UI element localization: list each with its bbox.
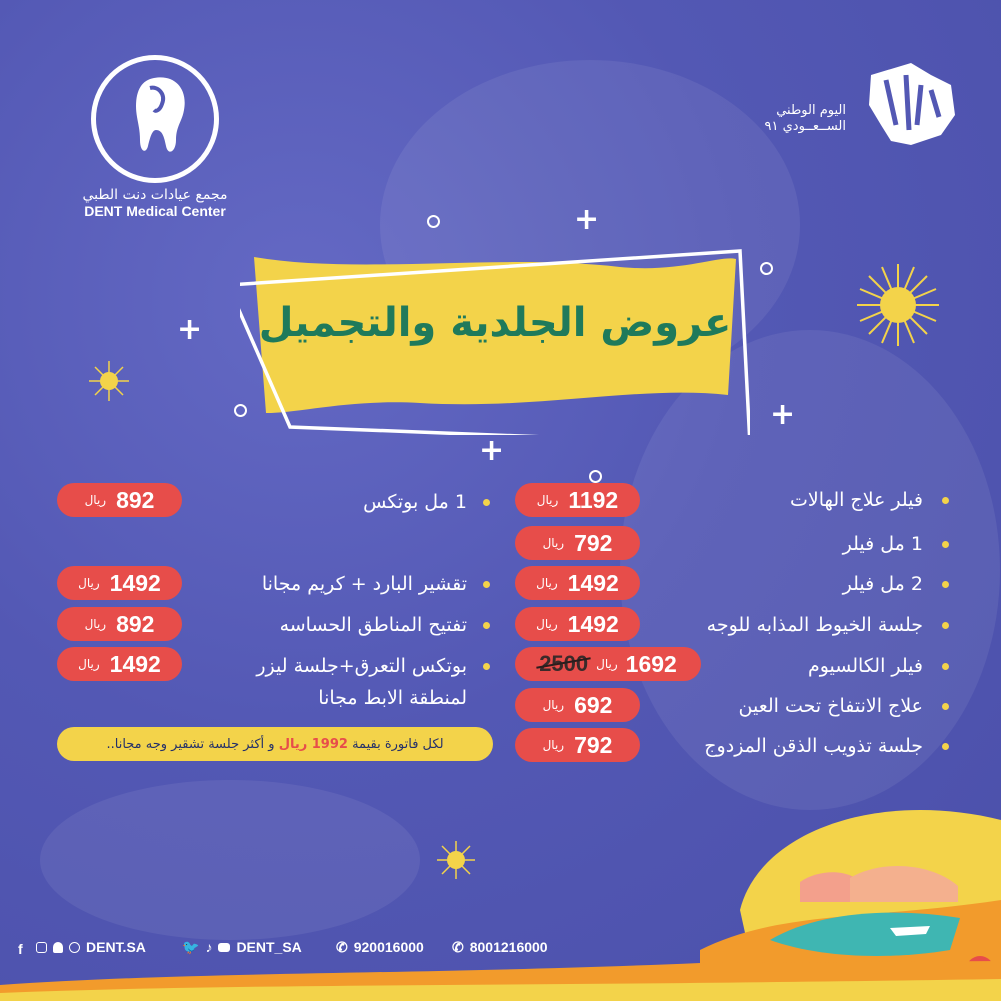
item-label: جلسة تذويب الذقن المزدوج: [704, 735, 923, 757]
price-value: 1492: [109, 650, 161, 677]
ring-decoration: [760, 262, 773, 275]
currency-label: ريال: [542, 698, 565, 712]
price-pill: [57, 607, 182, 641]
item-label: تفتيح المناطق الحساسه: [279, 614, 467, 636]
footer-phone-1: [336, 935, 424, 959]
phone-icon: ✆: [336, 938, 348, 955]
offer-text-end: و أكثر جلسة تشقير وجه مجانا..: [106, 736, 275, 752]
national-day-logo: [701, 55, 961, 155]
price-pill: [57, 647, 182, 681]
phone-icon: ✆: [452, 938, 464, 955]
bullet-icon: [942, 581, 949, 588]
price-value: 892: [116, 610, 155, 637]
footer-web: [18, 935, 146, 959]
list-item: [200, 609, 495, 641]
free-session-offer: [57, 727, 493, 761]
sea-urchin-icon: [88, 360, 130, 402]
price-pill: [57, 483, 182, 517]
price-pill: [515, 483, 640, 517]
list-item: [200, 486, 495, 518]
bullet-icon: [942, 497, 949, 504]
offer-text-start: لكل فاتورة بقيمة: [352, 736, 444, 752]
phone-number[interactable]: 920016000: [353, 939, 424, 955]
price-pill: [515, 607, 640, 641]
list-item: [200, 568, 495, 600]
bullet-icon: [942, 541, 949, 548]
background-blob: [40, 780, 420, 940]
instagram-icon[interactable]: [36, 942, 47, 953]
currency-label: ريال: [536, 617, 558, 631]
youtube-icon[interactable]: [218, 943, 230, 952]
brand-name-en: DENT Medical Center: [84, 203, 226, 219]
footer-phone-2: [452, 935, 548, 959]
currency-label: ريال: [78, 576, 100, 590]
price-pill: [515, 688, 640, 722]
currency-label: ريال: [536, 576, 558, 590]
bullet-icon: [483, 581, 490, 588]
dent-logo: [55, 55, 255, 219]
footer-social: [182, 935, 302, 959]
ring-decoration: [589, 470, 602, 483]
currency-label: ريال: [542, 738, 565, 752]
price-value: 1492: [567, 610, 619, 637]
page-title: عروض الجلدية والتجميل: [258, 300, 732, 346]
title-banner: [240, 245, 750, 435]
price-pill: [515, 728, 640, 762]
plus-decoration: +: [177, 312, 203, 347]
dribbble-icon[interactable]: [69, 942, 80, 953]
plus-decoration: +: [574, 202, 600, 237]
price-pill: [515, 647, 701, 681]
phone-number[interactable]: 8001216000: [469, 939, 548, 955]
currency-label: ريال: [78, 657, 100, 671]
bullet-icon: [942, 663, 949, 670]
item-label: جلسة الخيوط المذابه للوجه: [706, 614, 923, 636]
currency-label: ريال: [542, 536, 565, 550]
tooth-face-icon: [91, 55, 219, 183]
bullet-icon: [483, 499, 490, 506]
price-value: 692: [574, 691, 613, 718]
bullet-icon: [483, 622, 490, 629]
bullet-icon: [942, 743, 949, 750]
website-link[interactable]: DENT.SA: [86, 939, 146, 955]
ring-decoration: [427, 215, 440, 228]
currency-label: ريال: [536, 493, 559, 507]
item-label: 1 مل بوتكس: [363, 491, 467, 513]
item-label: تقشير البارد + كريم مجانا: [261, 573, 467, 595]
item-label: فيلر علاج الهالات: [790, 489, 923, 511]
currency-label: ريال: [84, 617, 107, 631]
sea-urchin-icon: [436, 840, 476, 880]
price-value: 1192: [568, 486, 619, 513]
price-pill: [57, 566, 182, 600]
price-pill: [515, 566, 640, 600]
item-label-line2: لمنطقة الابط مجانا: [318, 687, 467, 709]
old-price: 2500: [539, 651, 589, 676]
currency-label: ريال: [84, 493, 107, 507]
bullet-icon: [942, 703, 949, 710]
bullet-icon: [942, 622, 949, 629]
item-label: [256, 650, 467, 714]
price-value: 792: [574, 731, 613, 758]
national-day-line2: الســعــودي ٩١: [764, 119, 846, 134]
social-handle[interactable]: DENT_SA: [236, 939, 302, 955]
currency-label: ريال: [596, 657, 618, 671]
item-label: علاج الانتفاخ تحت العين: [738, 695, 923, 717]
plus-decoration: +: [479, 433, 505, 468]
bottom-wave: [0, 961, 1001, 1001]
item-label: 1 مل فيلر: [842, 533, 923, 555]
item-label-line1: بوتكس التعرق+جلسة ليزر: [256, 655, 467, 677]
saudi-map-icon: [851, 55, 961, 155]
price-value: 792: [574, 529, 613, 556]
item-label: 2 مل فيلر: [842, 573, 923, 595]
price-value: 1492: [567, 569, 619, 596]
item-label: فيلر الكالسيوم: [807, 655, 923, 677]
price-pill: [515, 526, 640, 560]
price-value: 892: [116, 486, 155, 513]
twitter-icon[interactable]: 🐦: [182, 938, 200, 955]
facebook-icon[interactable]: f: [18, 941, 23, 957]
brand-name-ar: مجمع عيادات دنت الطبي: [82, 187, 228, 203]
offer-amount: 1992 ريال: [278, 736, 348, 752]
price-value: 1692: [625, 650, 677, 677]
sea-urchin-icon: [855, 262, 941, 348]
tiktok-icon[interactable]: ♪: [205, 939, 213, 955]
price-value: 1492: [109, 569, 161, 596]
list-item: [200, 650, 495, 716]
national-day-line1: اليوم الوطني: [776, 103, 846, 118]
plus-decoration: +: [770, 397, 796, 432]
bullet-icon: [483, 663, 490, 670]
snapchat-icon[interactable]: [53, 942, 63, 953]
